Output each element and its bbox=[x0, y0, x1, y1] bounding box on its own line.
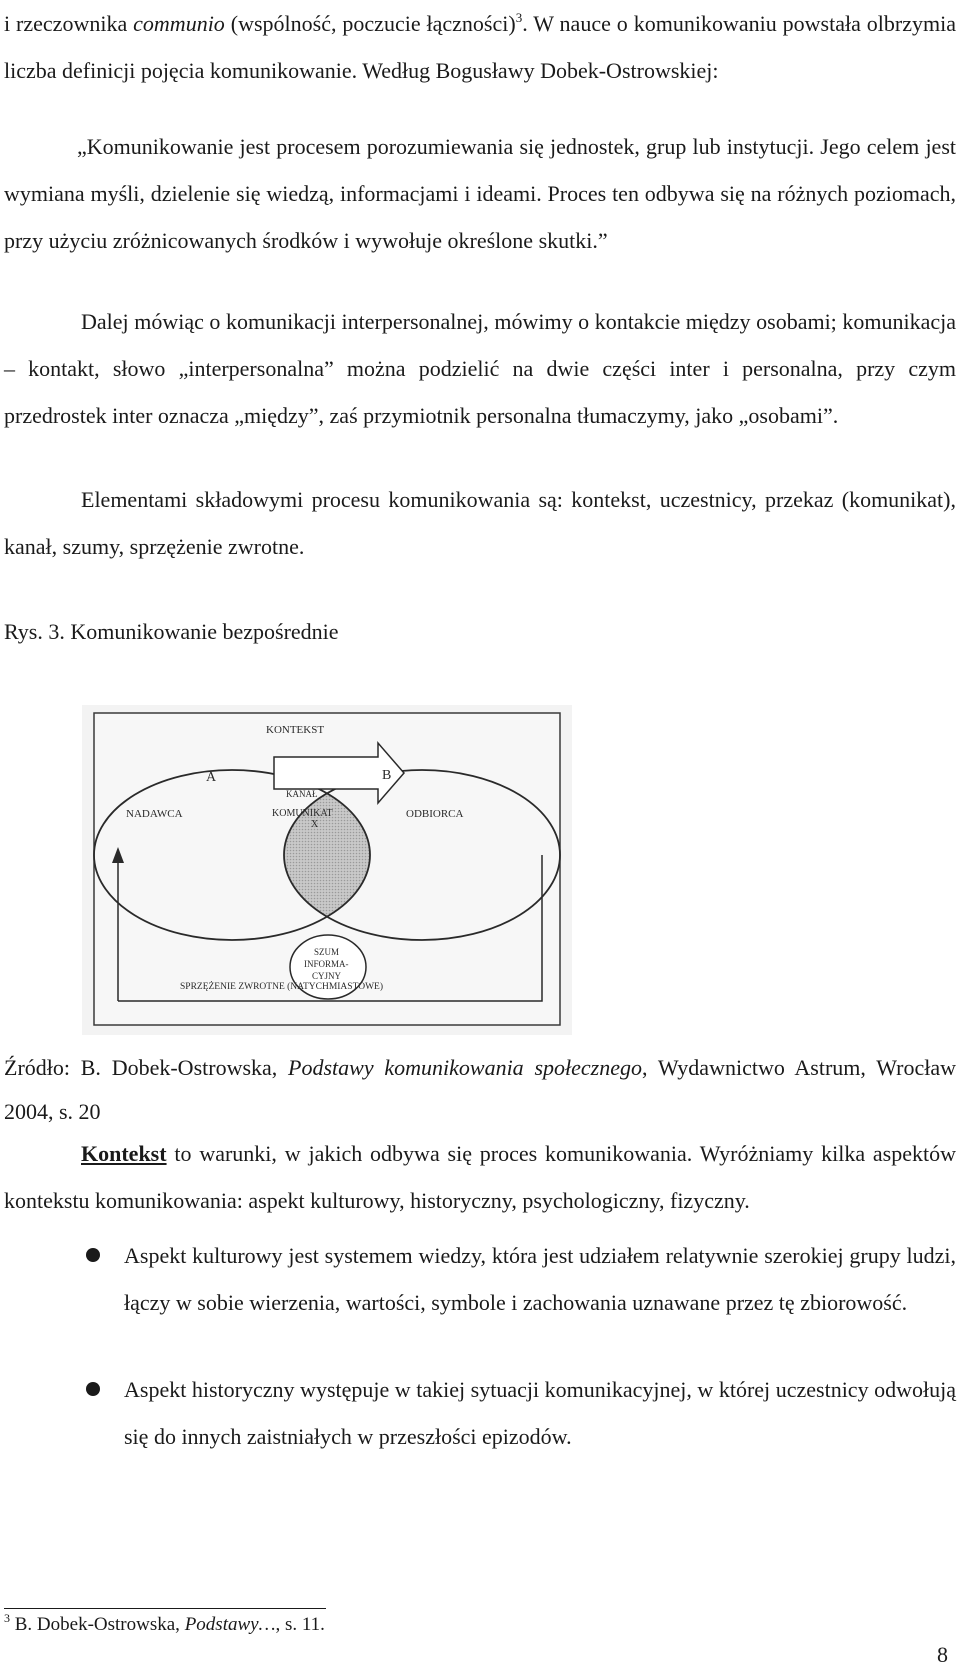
bullet-item-cultural: Aspekt kulturowy jest systemem wiedzy, która jest udziałem relatywnie szerokiej grupy ludzi, łączy w sobie wierzenia, wartości, symbole i zachowania uznawane przez tę zbiorowość. bbox=[124, 1243, 956, 1315]
participant-b-label: B bbox=[382, 768, 392, 783]
receiver-label: ODBIORCA bbox=[406, 808, 464, 820]
intro-paragraph bbox=[4, 0, 956, 94]
noise-label-3: CYJNY bbox=[312, 971, 342, 981]
intro-text-end: . W nauce o komunikowaniu powstała olbrzymia liczba definicji pojęcia komunikowanie. Według Bogusławy Dobek-Ostrowskiej: bbox=[4, 11, 957, 83]
noise-label-1: SZUM bbox=[314, 947, 340, 957]
context-term: Kontekst bbox=[81, 1141, 167, 1166]
figure-source bbox=[4, 1046, 956, 1134]
page-number: 8 bbox=[937, 1642, 948, 1667]
source-title: Podstawy komunikowania społecznego bbox=[288, 1055, 642, 1080]
communication-diagram bbox=[82, 705, 572, 1035]
diagram-svg bbox=[82, 705, 572, 1035]
message-label: KOMUNIKAT bbox=[272, 808, 333, 819]
footnote-number: 3 bbox=[4, 1611, 10, 1625]
elements-paragraph: Elementami składowymi procesu komunikowania są: kontekst, uczestnicy, przekaz (komunikat), kanał, szumy, sprzężenie zwrotne. bbox=[4, 487, 956, 559]
source-publisher: , Wydawnictwo Astrum, Wrocław 2004, s. 20 bbox=[4, 1055, 956, 1124]
footnote-separator bbox=[4, 1608, 326, 1609]
intro-latin-term: communio bbox=[133, 11, 225, 36]
figure-caption: Rys. 3. Komunikowanie bezpośrednie bbox=[4, 619, 339, 644]
interpersonal-paragraph: Dalej mówiąc o komunikacji interpersonalnej, mówimy o kontakcie między osobami; komunikacja – kontakt, słowo „interpersonalna” można podzielić na dwie części inter i personalna, przy czym przedrostek inter oznacza „między”, zaś przymiotnik personalna tłumaczymy, jako „osobami”. bbox=[4, 309, 956, 428]
message-symbol: X bbox=[311, 819, 319, 830]
intro-text-start: i rzeczownika bbox=[4, 11, 134, 36]
footnote-page: , s. 11. bbox=[275, 1614, 325, 1635]
definition-quote: „Komunikowanie jest procesem porozumiewania się jednostek, grup lub instytucji. Jego celem jest wymiana myśli, dzielenie się wiedzą, informacjami i ideami. Proces ten odbywa się na różnych poziomach, przy użyciu zróżnicowanych środków i wywołuje określone skutki.” bbox=[4, 134, 956, 253]
channel-label: KANAŁ bbox=[286, 789, 318, 799]
bullet-icon bbox=[86, 1382, 100, 1396]
footnote-author: B. Dobek-Ostrowska, bbox=[10, 1614, 185, 1635]
bullet-icon bbox=[86, 1248, 100, 1262]
context-definition: to warunki, w jakich odbywa się proces komunikowania. Wyróżniamy kilka aspektów kontekstu komunikowania: aspekt kulturowy, historyczny, psychologiczny, fizyczny. bbox=[4, 1141, 956, 1213]
source-author: Źródło: B. Dobek-Ostrowska, bbox=[4, 1055, 289, 1080]
participant-a-label: A bbox=[206, 770, 217, 785]
footnote-reference[interactable]: 3 bbox=[515, 10, 523, 25]
footnote-title: Podstawy… bbox=[184, 1614, 276, 1635]
sender-label: NADAWCA bbox=[126, 808, 183, 820]
context-label: KONTEKST bbox=[266, 724, 325, 736]
context-paragraph bbox=[4, 1130, 956, 1224]
footnote bbox=[4, 1612, 325, 1638]
noise-label-2: INFORMA- bbox=[304, 959, 349, 969]
bullet-item-historical: Aspekt historyczny występuje w takiej sytuacji komunikacyjnej, w której uczestnicy odwołują się do innych zaistniałych w przeszłości epizodów. bbox=[124, 1377, 956, 1449]
feedback-label: SPRZĘŻENIE ZWROTNE (NATYCHMIASTOWE) bbox=[180, 982, 383, 992]
intro-text-mid: (wspólność, poczucie łączności) bbox=[224, 11, 516, 36]
